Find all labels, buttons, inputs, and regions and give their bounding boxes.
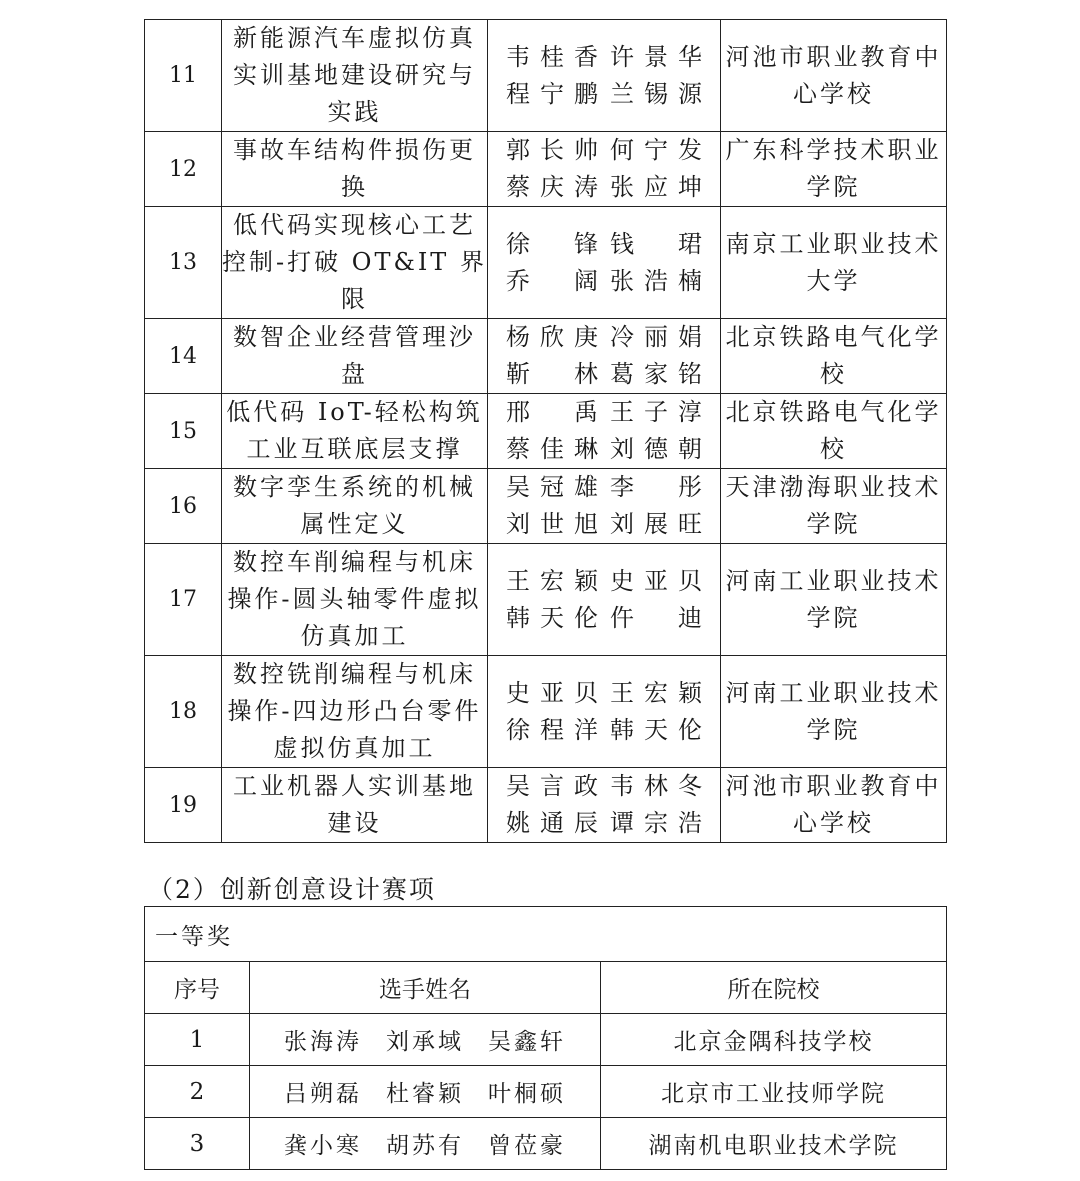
section-title: （2）创新创意设计赛项 [148, 875, 436, 904]
title-line: 操作-圆头轴零件虚拟 [227, 585, 482, 613]
table-row [145, 469, 947, 544]
project-title [222, 207, 488, 319]
member-name: 曾莅豪 [488, 1133, 566, 1159]
names-line [500, 132, 708, 169]
member-name: 龚小寒 [284, 1133, 362, 1159]
member-name: 王子淳 [610, 398, 702, 426]
school-name [721, 319, 947, 394]
names-line [500, 563, 708, 600]
school-line: 河南工业职业技术 [725, 678, 942, 707]
names-block [488, 394, 720, 468]
member-name: 钱 珺 [610, 229, 702, 258]
table-row [145, 1118, 947, 1170]
member-name: 张应坤 [610, 173, 702, 201]
team-members [250, 1118, 601, 1170]
member-name: 刘展旺 [610, 510, 702, 538]
table-row [145, 544, 947, 656]
names-line [500, 356, 708, 393]
header-school: 所在院校 [601, 962, 947, 1014]
names-line [500, 394, 708, 431]
names-block [488, 132, 720, 206]
project-title [222, 656, 488, 768]
table-row [145, 1066, 947, 1118]
school-line: 北京铁路电气化学 [725, 398, 942, 426]
school-line: 河池市职业教育中 [725, 42, 942, 71]
member-name: 杨欣庚 [506, 323, 598, 351]
header-row [145, 962, 947, 1014]
title-line: 数字孪生系统的机械 [233, 473, 476, 501]
member-name: 王宏颖 [506, 566, 598, 595]
table-row [145, 132, 947, 207]
names-block [488, 469, 720, 543]
title-line: 事故车结构件损伤更 [233, 136, 476, 164]
table-row [145, 1014, 947, 1066]
team-members [488, 20, 721, 132]
member-name: 叶桐硕 [488, 1081, 566, 1107]
school-line: 大学 [806, 266, 861, 295]
title-line: 低代码实现核心工艺 [233, 211, 476, 239]
school-line: 南京工业职业技术 [725, 229, 942, 258]
member-name: 吕朔磊 [284, 1081, 362, 1107]
header-names: 选手姓名 [250, 962, 601, 1014]
names-line [500, 226, 708, 263]
member-name: 徐 锋 [506, 229, 598, 258]
member-name: 蔡佳琳 [506, 435, 598, 463]
table-row [145, 319, 947, 394]
school-name [721, 469, 947, 544]
row-number: 15 [145, 394, 222, 469]
table-row [145, 394, 947, 469]
school-name [721, 656, 947, 768]
school-line: 学院 [806, 715, 861, 744]
team-members [488, 394, 721, 469]
member-name: 靳 林 [506, 360, 598, 388]
table-row [145, 768, 947, 843]
row-number: 1 [145, 1014, 250, 1066]
names-line [500, 675, 708, 712]
school-line: 广东科学技术职业 [725, 136, 942, 164]
member-name: 韦林冬 [610, 772, 702, 800]
title-line: 操作-四边形凸台零件 [227, 697, 482, 725]
member-name: 韩天伦 [506, 603, 598, 632]
table-row [145, 656, 947, 768]
school-line: 北京铁路电气化学 [725, 323, 942, 351]
team-members [488, 544, 721, 656]
project-title [222, 469, 488, 544]
row-number: 12 [145, 132, 222, 207]
names-block [488, 226, 720, 300]
school-line: 校 [820, 360, 847, 388]
school-line: 学院 [806, 510, 861, 538]
team-members [488, 319, 721, 394]
school-line: 心学校 [793, 809, 874, 837]
names-line [500, 431, 708, 468]
school-line: 学院 [806, 173, 861, 201]
member-name: 郭长帅 [506, 136, 598, 164]
award-level: 一等奖 [145, 907, 947, 962]
member-name: 程宁鹏 [506, 79, 598, 108]
table-row [145, 20, 947, 132]
title-line: 工业互联底层支撑 [246, 435, 463, 463]
names-line [500, 319, 708, 356]
school-name: 北京金隅科技学校 [601, 1014, 947, 1066]
school-name [721, 768, 947, 843]
member-name: 韦桂香 [506, 42, 598, 71]
title-line: 新能源汽车虚拟仿真 [233, 24, 476, 52]
member-name: 李 彤 [610, 473, 702, 501]
member-name: 史亚贝 [506, 678, 598, 707]
names-line [500, 712, 708, 749]
title-line: 盘 [341, 360, 368, 388]
school-name: 湖南机电职业技术学院 [601, 1118, 947, 1170]
member-name: 兰锡源 [610, 79, 702, 108]
member-name: 刘承域 [386, 1029, 464, 1055]
member-name: 杜睿颖 [386, 1081, 464, 1107]
school-name: 北京市工业技师学院 [601, 1066, 947, 1118]
school-line: 河池市职业教育中 [725, 772, 942, 800]
team-members [488, 132, 721, 207]
member-name: 蔡庆涛 [506, 173, 598, 201]
table-row [145, 207, 947, 319]
row-number: 11 [145, 20, 222, 132]
row-number: 3 [145, 1118, 250, 1170]
school-line: 天津渤海职业技术 [725, 473, 942, 501]
school-name [721, 132, 947, 207]
member-name: 何宁发 [610, 136, 702, 164]
row-number: 2 [145, 1066, 250, 1118]
team-members [488, 469, 721, 544]
title-line: 低代码 IoT-轻松构筑 [226, 398, 483, 426]
project-title [222, 319, 488, 394]
row-number: 16 [145, 469, 222, 544]
title-line: 仿真加工 [300, 622, 409, 650]
title-line: 控制-打破 OT&IT 界限 [222, 248, 487, 313]
member-name: 仵 迪 [610, 603, 702, 632]
team-members [488, 207, 721, 319]
names-block [488, 768, 720, 842]
school-line: 心学校 [793, 79, 874, 108]
title-line: 数控铣削编程与机床 [233, 660, 476, 688]
header-no: 序号 [145, 962, 250, 1014]
member-name: 冷丽娟 [610, 323, 702, 351]
names-line [500, 469, 708, 506]
team-members [250, 1066, 601, 1118]
names-block [488, 319, 720, 393]
project-title [222, 544, 488, 656]
names-line [500, 600, 708, 637]
member-name: 王宏颖 [610, 678, 702, 707]
school-name [721, 20, 947, 132]
row-number: 19 [145, 768, 222, 843]
title-line: 工业机器人实训基地 [233, 772, 476, 800]
school-line: 河南工业职业技术 [725, 566, 942, 595]
school-name [721, 207, 947, 319]
title-line: 属性定义 [300, 510, 409, 538]
team-members [488, 768, 721, 843]
names-line [500, 506, 708, 543]
names-block [488, 563, 720, 637]
title-line: 实践 [327, 98, 382, 126]
member-name: 吴言政 [506, 772, 598, 800]
title-line: 实训基地建设研究与 [233, 61, 476, 89]
member-name: 姚通辰 [506, 809, 598, 837]
project-table [144, 19, 947, 843]
team-members [488, 656, 721, 768]
row-number: 14 [145, 319, 222, 394]
names-line [500, 263, 708, 300]
school-name [721, 544, 947, 656]
names-line [500, 805, 708, 842]
school-name [721, 394, 947, 469]
project-title [222, 768, 488, 843]
member-name: 韩天伦 [610, 715, 702, 744]
member-name: 徐程洋 [506, 715, 598, 744]
award-table [144, 906, 947, 1170]
title-line: 虚拟仿真加工 [273, 734, 436, 762]
member-name: 乔 阔 [506, 266, 598, 295]
names-line [500, 169, 708, 206]
project-title [222, 394, 488, 469]
title-line: 数控车削编程与机床 [233, 548, 476, 576]
member-name: 刘德朝 [610, 435, 702, 463]
project-title [222, 20, 488, 132]
row-number: 17 [145, 544, 222, 656]
title-line: 数智企业经营管理沙 [233, 323, 476, 351]
member-name: 刘世旭 [506, 510, 598, 538]
names-line [500, 768, 708, 805]
member-name: 胡苏有 [386, 1133, 464, 1159]
row-number: 13 [145, 207, 222, 319]
member-name: 吴鑫轩 [488, 1029, 566, 1055]
row-number: 18 [145, 656, 222, 768]
member-name: 史亚贝 [610, 566, 702, 595]
names-block [488, 675, 720, 749]
school-line: 校 [820, 435, 847, 463]
names-line [500, 76, 708, 113]
school-line: 学院 [806, 603, 861, 632]
member-name: 张浩楠 [610, 266, 702, 295]
member-name: 葛家铭 [610, 360, 702, 388]
title-line: 建设 [327, 809, 382, 837]
member-name: 谭宗浩 [610, 809, 702, 837]
team-members [250, 1014, 601, 1066]
names-block [488, 39, 720, 113]
member-name: 许景华 [610, 42, 702, 71]
names-line [500, 39, 708, 76]
project-title [222, 132, 488, 207]
title-line: 换 [341, 173, 368, 201]
member-name: 张海涛 [284, 1029, 362, 1055]
member-name: 吴冠雄 [506, 473, 598, 501]
member-name: 邢 禹 [506, 398, 598, 426]
award-row [145, 907, 947, 962]
